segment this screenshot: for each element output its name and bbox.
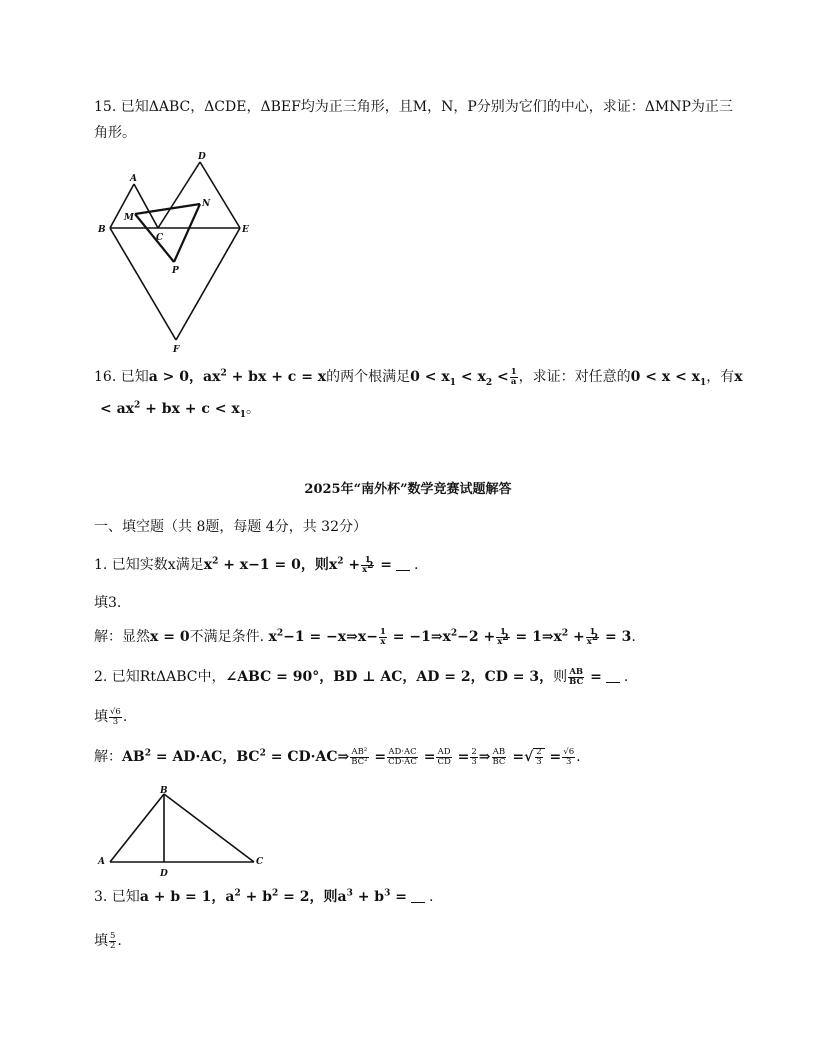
q15-label-e: E: [242, 225, 249, 235]
a1-math: x: [328, 557, 338, 573]
q16-math: + bx + c = x: [226, 369, 327, 385]
a2-sqrt-sign: √: [524, 749, 534, 765]
a1-text: .: [116, 595, 122, 611]
a2-sqrt: [533, 748, 544, 765]
a2-fraction: [470, 748, 477, 767]
a2-text: 解：: [94, 749, 122, 765]
a2-math: AB: [122, 749, 145, 765]
a2-figure: [94, 784, 270, 880]
q16-sub: 2: [485, 377, 493, 388]
a1-fraction: [379, 628, 387, 647]
a3-text: .: [428, 889, 434, 905]
section-heading: 一、填空题（共 8题，每题 4分，共 32分）: [94, 519, 367, 535]
a1-math: −1 = −x⇒x−: [283, 629, 378, 645]
a2-fraction: [535, 748, 542, 767]
q16-math: ax: [203, 369, 221, 385]
frac-den: 2: [110, 940, 116, 951]
a2-math: =: [418, 749, 436, 765]
frac-den-var: x: [497, 636, 503, 647]
a2-text: .: [623, 669, 629, 685]
q16-line1: [94, 366, 743, 388]
q16-exp: 2: [220, 368, 227, 379]
q16-sub: 1: [239, 409, 247, 420]
frac-den: BC²: [351, 756, 368, 767]
frac-den: 3: [536, 756, 542, 767]
a2-label-c: C: [256, 857, 264, 867]
q16-exp: 2: [134, 400, 141, 411]
a2-math: =: [507, 749, 525, 765]
q16-text: 。: [246, 401, 261, 417]
a2-blank: [606, 670, 620, 683]
a3-fill: [94, 930, 122, 952]
a2-fraction: [436, 748, 451, 767]
frac-den: 3: [471, 756, 477, 767]
a1-math: x: [268, 629, 277, 645]
a3-exp: 2: [272, 888, 279, 899]
frac-den: 3: [112, 716, 119, 727]
q15-label-p: P: [172, 266, 179, 276]
a2-exp: 2: [144, 748, 151, 759]
frac-den: CD: [437, 756, 451, 767]
a2-fraction: [492, 748, 507, 767]
q16-math: a > 0，: [148, 369, 204, 385]
q16-text: ，有: [706, 369, 735, 385]
a1-math: = 3: [600, 629, 632, 645]
frac-num: 1: [361, 556, 374, 566]
frac-den: [496, 632, 509, 647]
a1-math: x = 0: [150, 629, 190, 645]
a2-fill: [94, 706, 127, 728]
q16-math: + bx + c < x: [140, 401, 240, 417]
a2-fraction: [350, 748, 368, 767]
a3-exp: 3: [346, 888, 353, 899]
a2-text: 2. 已知RtΔABC中，: [94, 669, 226, 685]
frac-den-exp: 2: [502, 632, 509, 643]
frac-num: √6: [110, 706, 121, 717]
a2-question: [94, 666, 628, 688]
q15-label-b: B: [98, 225, 106, 235]
a2-math: = CD·AC⇒: [265, 749, 350, 765]
frac-num: 1: [510, 366, 517, 377]
a2-label-d: D: [160, 869, 168, 879]
a1-fraction: [361, 556, 374, 575]
frac-den-exp: 2: [367, 560, 374, 571]
a2-math: = AD·AC，BC: [150, 749, 260, 765]
frac-num: 2: [471, 746, 477, 757]
frac-num: AD: [437, 746, 451, 757]
a2-math: ∠ABC = 90°，BD ⊥ AC，AD = 2，CD = 3，: [225, 669, 554, 685]
q15-text: 已知ΔABC，ΔCDE，ΔBEF均为正三角形，且M，N，P分别为它们的中心，求证：ΔMNP为正三: [120, 99, 733, 115]
a1-math: +: [568, 629, 585, 645]
q16-math: < x: [456, 369, 486, 385]
q15-label-c: C: [156, 233, 164, 243]
q15-line2: 角形。: [94, 125, 136, 141]
a1-text: 1. 已知实数x满足: [94, 557, 204, 573]
a3-fill-fraction: [109, 932, 116, 951]
a1-math: +: [343, 557, 361, 573]
a2-fraction: [568, 668, 584, 687]
a2-label-b: B: [160, 786, 168, 796]
a3-math: + b: [352, 889, 385, 905]
frac-den: BC: [569, 676, 584, 687]
a1-blank: [396, 558, 410, 571]
a1-math: + x−1 = 0，则: [218, 557, 329, 573]
a3-text: 填: [94, 933, 108, 949]
a1-math: =: [375, 557, 393, 573]
a1-math: −2 +: [457, 629, 496, 645]
a2-math: =: [369, 749, 387, 765]
frac-den-var: x: [362, 564, 368, 575]
a3-math: = 2，则a: [278, 889, 347, 905]
q15-number: 15.: [94, 99, 117, 115]
a1-text: .: [631, 629, 636, 645]
q15-figure: [94, 150, 254, 358]
q16-math: 0 < x: [410, 369, 450, 385]
a1-math: x: [203, 557, 213, 573]
q16-text: 的两个根满足: [326, 369, 411, 385]
a2-text: 填: [94, 709, 108, 725]
a3-exp: 3: [384, 888, 391, 899]
frac-num: √6: [563, 746, 575, 757]
a2-fill-fraction: [109, 708, 122, 727]
a3-exp: 2: [234, 888, 241, 899]
q16-math: < ax: [100, 401, 135, 417]
q16-text: 已知: [120, 369, 149, 385]
frac-den: a: [510, 376, 517, 387]
a1-exp: 2: [276, 628, 284, 639]
frac-num: 2: [536, 746, 542, 757]
a2-solution: [94, 746, 581, 768]
a2-text: .: [576, 749, 581, 765]
answers-title: 2025年“南外杯”数学竞赛试题解答: [304, 482, 512, 497]
q15-label-a: A: [130, 174, 137, 184]
a1-answer: 填3: [94, 595, 117, 611]
q15-label-n: N: [202, 199, 211, 209]
a1-exp: 2: [561, 628, 569, 639]
q15-label-m: M: [124, 213, 134, 223]
frac-num: 1: [496, 628, 509, 638]
frac-num: 5: [110, 930, 116, 941]
frac-den: [361, 560, 374, 575]
a3-math: =: [390, 889, 407, 905]
frac-den: CD·AC: [388, 756, 417, 767]
a1-text: 不满足条件.: [189, 629, 265, 645]
a1-math: = 1⇒x: [510, 629, 562, 645]
q16-sub: 1: [700, 377, 707, 388]
a1-solution: [94, 626, 636, 648]
q16-sub: 1: [449, 377, 456, 388]
frac-num: AD·AC: [388, 746, 417, 757]
a2-label-a: A: [98, 857, 105, 867]
a1-fraction: [586, 628, 599, 647]
frac-den: [586, 632, 599, 647]
a1-fraction: [496, 628, 509, 647]
a2-fraction: [387, 748, 418, 767]
frac-den: x: [380, 636, 386, 647]
a1-fill: [94, 592, 121, 614]
a1-text: .: [414, 557, 419, 573]
a3-math: a + b = 1，a: [139, 889, 235, 905]
frac-num: 1: [586, 628, 599, 638]
a2-text: 则: [553, 669, 568, 685]
a1-question: [94, 554, 419, 576]
frac-den: 3: [566, 756, 572, 767]
a1-text: 解：显然: [94, 629, 150, 645]
q16-math: <: [492, 369, 509, 385]
a3-math: + b: [240, 889, 272, 905]
q16-text: ，求证：对任意的: [518, 369, 631, 385]
frac-den: BC: [492, 756, 506, 767]
a1-exp: 2: [212, 556, 219, 567]
q16-number: 16.: [94, 369, 117, 385]
q16-line2: [100, 398, 260, 420]
q15-line1: [94, 96, 733, 118]
frac-num: 1: [379, 626, 386, 637]
frac-num: AB: [492, 746, 506, 757]
q15-label-f: F: [173, 345, 180, 355]
a2-math: ⇒: [478, 749, 491, 765]
a2-exp: 2: [259, 748, 266, 759]
frac-den-var: x: [586, 636, 592, 647]
frac-num: AB²: [351, 746, 368, 757]
a2-math: =: [544, 749, 562, 765]
q16-math: 0 < x < x: [630, 369, 701, 385]
q15-label-d: D: [198, 152, 206, 162]
a2-math: =: [452, 749, 470, 765]
a1-exp: 2: [337, 556, 344, 567]
a2-math: =: [585, 669, 602, 685]
a3-question: [94, 886, 433, 908]
a3-blank: [411, 890, 425, 903]
q16-fraction: [510, 368, 518, 387]
a3-text: 3. 已知: [94, 889, 140, 905]
a2-fraction: [562, 748, 575, 767]
a1-exp: 2: [450, 628, 458, 639]
frac-num: AB: [569, 666, 584, 677]
a3-text: .: [117, 933, 122, 949]
frac-den-exp: 2: [591, 632, 599, 643]
q16-math: x: [734, 369, 743, 385]
a2-text: .: [122, 709, 128, 725]
a1-math: = −1⇒x: [387, 629, 451, 645]
